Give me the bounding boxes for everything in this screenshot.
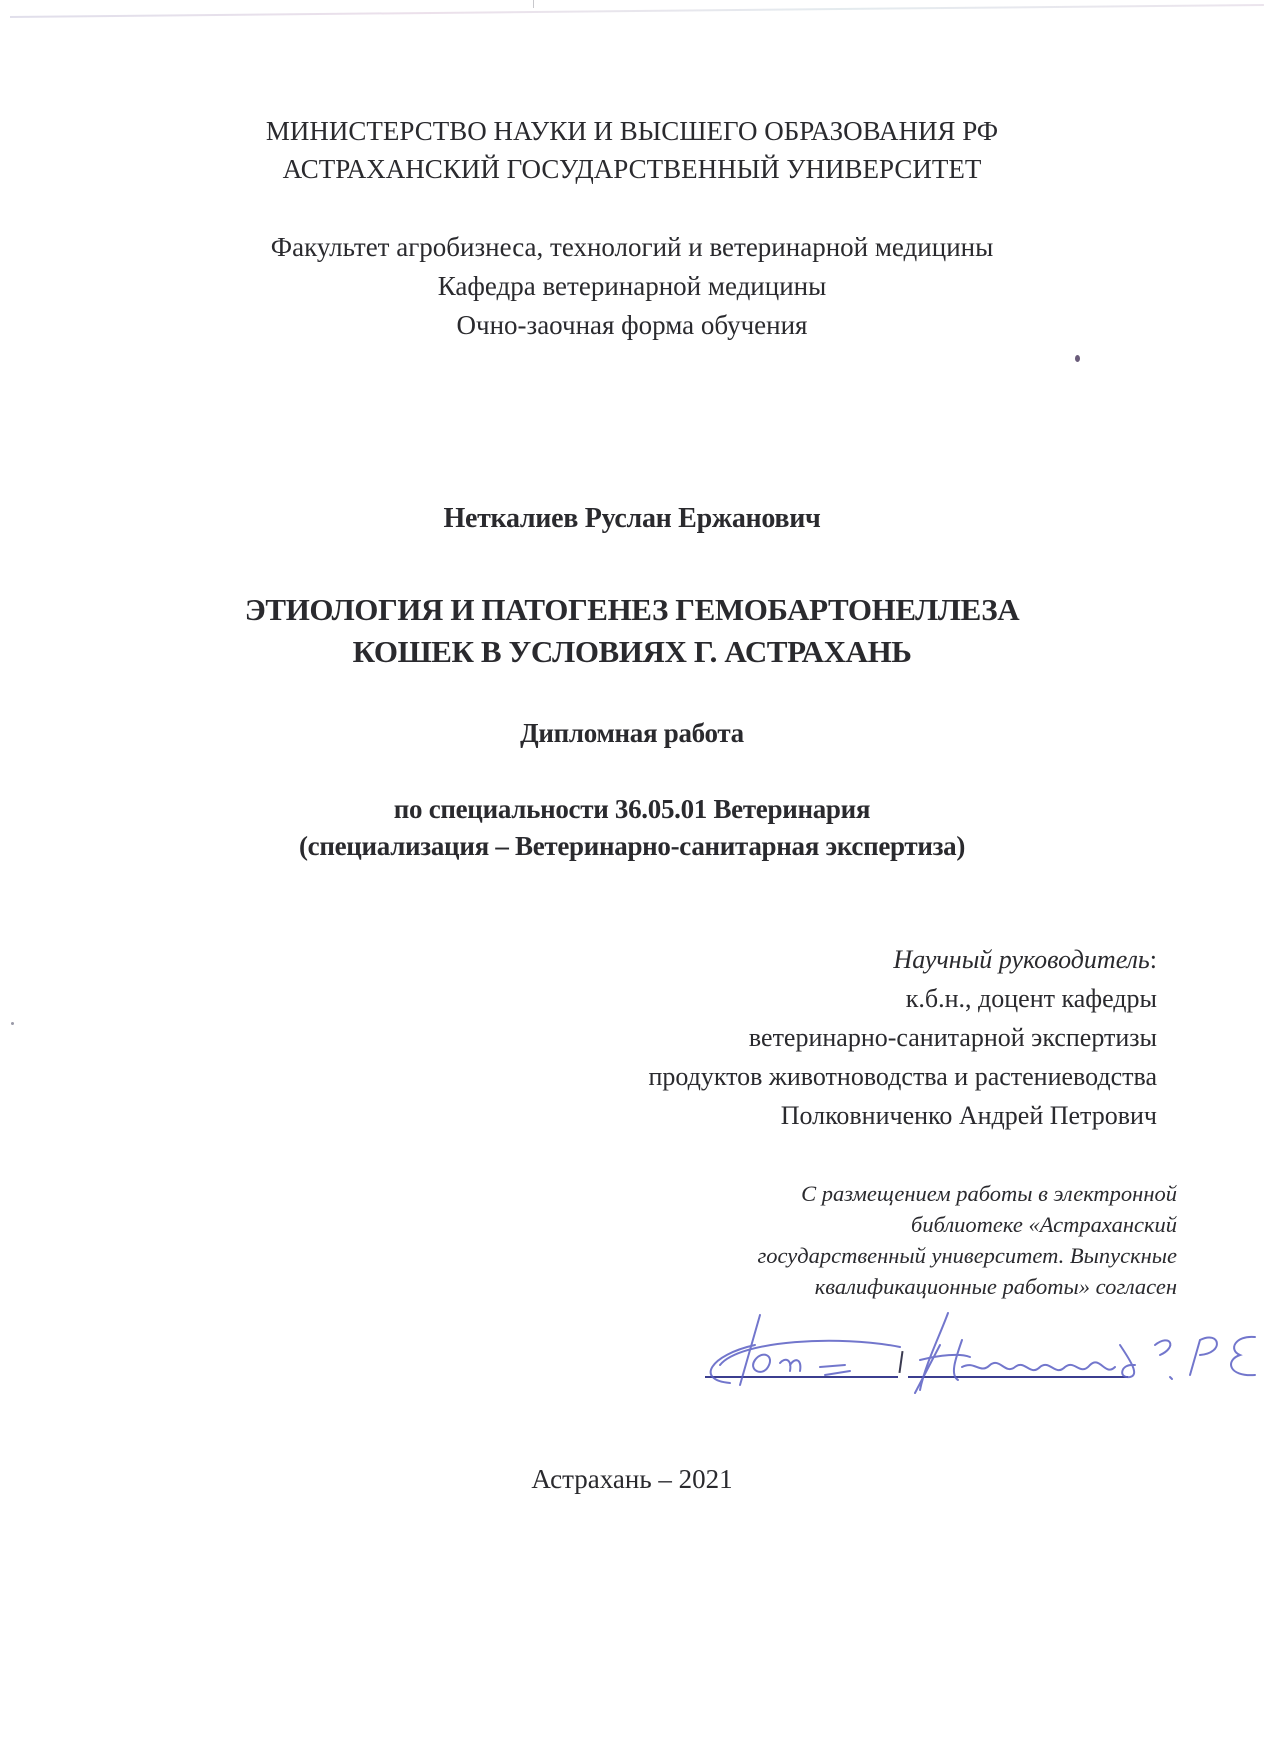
scan-speck bbox=[11, 1022, 14, 1025]
thesis-title-line: КОШЕК В УСЛОВИЯХ Г. АСТРАХАНЬ bbox=[352, 634, 912, 669]
scan-mark bbox=[533, 0, 534, 8]
department-name: Кафедра ветеринарной медицины bbox=[437, 271, 827, 301]
faculty-name: Факультет агробизнеса, технологий и ветеринарной медицины bbox=[270, 232, 994, 262]
supervisor-label-row bbox=[893, 947, 1157, 973]
consent-line: квалификационные работы» согласен bbox=[814, 1274, 1177, 1299]
supervisor-department: ветеринарно-санитарной экспертизы bbox=[748, 1023, 1157, 1052]
supervisor-label-colon: : bbox=[1149, 945, 1157, 974]
work-type: Дипломная работа bbox=[520, 718, 744, 748]
study-form: Очно-заочная форма обучения bbox=[456, 310, 808, 340]
consent-line: С размещением работы в электронной bbox=[801, 1181, 1177, 1206]
consent-line: библиотеке «Астраханский bbox=[911, 1212, 1177, 1237]
specialty: по специальности 36.05.01 Ветеринария bbox=[393, 794, 871, 824]
ministry-name: МИНИСТЕРСТВО НАУКИ И ВЫСШЕГО ОБРАЗОВАНИЯ РФ bbox=[265, 116, 999, 146]
consent-line: государственный университет. Выпускные bbox=[757, 1243, 1177, 1268]
university-name: АСТРАХАНСКИЙ ГОСУДАРСТВЕННЫЙ УНИВЕРСИТЕТ bbox=[282, 154, 982, 184]
scan-speck bbox=[1075, 355, 1080, 362]
city-year: Астрахань – 2021 bbox=[531, 1464, 733, 1494]
thesis-title-line: ЭТИОЛОГИЯ И ПАТОГЕНЕЗ ГЕМОБАРТОНЕЛЛЕЗА bbox=[244, 592, 1020, 627]
scan-edge-line bbox=[10, 4, 1264, 18]
author-name: Неткалиев Руслан Ержанович bbox=[443, 503, 821, 534]
handwritten-signature bbox=[700, 1305, 1260, 1395]
supervisor-label: Научный руководитель bbox=[893, 945, 1150, 974]
specialization: (специализация – Ветеринарно-санитарная экспертиза) bbox=[298, 831, 966, 861]
supervisor-name: Полковниченко Андрей Петрович bbox=[780, 1101, 1157, 1130]
supervisor-degree: к.б.н., доцент кафедры bbox=[905, 984, 1157, 1013]
supervisor-department-cont: продуктов животноводства и растениеводства bbox=[648, 1062, 1157, 1091]
